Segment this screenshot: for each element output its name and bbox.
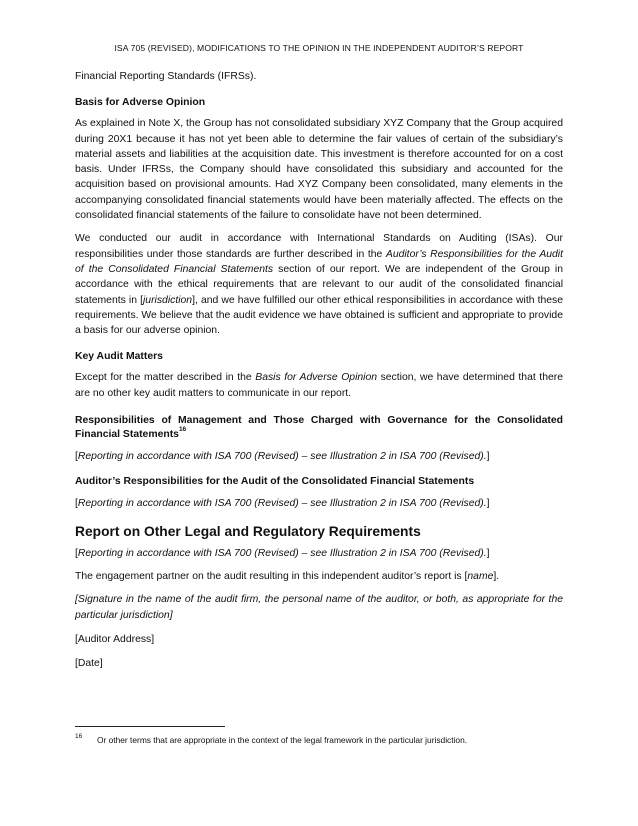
engagement-partner-line: The engagement partner on the audit resulting in this independent auditor’s report is [name].	[75, 570, 500, 582]
resp-auditor-text: [Reporting in accordance with ISA 700 (Revised) – see Illustration 2 in ISA 700 (Revised).]	[75, 498, 490, 510]
kam-heading: Key Audit Matters	[75, 351, 163, 363]
footnote-text: Or other terms that are appropriate in the context of the legal framework in the particular jurisdiction.	[97, 735, 468, 745]
resp-management-text: [Reporting in accordance with ISA 700 (Revised) – see Illustration 2 in ISA 700 (Revised).]	[75, 451, 490, 463]
signature-line: [Signature in the name of the audit firm, the personal name of the auditor, or both, as appropriate for the particular jurisdiction]	[75, 594, 563, 621]
auditor-address: [Auditor Address]	[75, 633, 155, 645]
section-heading: Report on Other Legal and Regulatory Requirements	[75, 523, 421, 539]
footnote-number: 16	[75, 733, 83, 740]
document-body	[75, 69, 563, 671]
kam-paragraph: Except for the matter described in the Basis for Adverse Opinion section, we have determined that there are no other key audit matters to communicate in our report.	[75, 372, 563, 399]
report-date: [Date]	[75, 658, 103, 670]
footnote-ref: 16	[178, 426, 187, 434]
running-header: ISA 705 (REVISED), MODIFICATIONS TO THE OPINION IN THE INDEPENDENT AUDITOR’S REPORT	[114, 43, 524, 53]
other-text: [Reporting in accordance with ISA 700 (Revised) – see Illustration 2 in ISA 700 (Revised).]	[75, 547, 490, 559]
intro-line: Financial Reporting Standards (IFRSs).	[75, 71, 257, 82]
basis-paragraph-2: We conducted our audit in accordance with International Standards on Auditing (ISAs). Our responsibilities under those standards are further described in the Auditor’s Responsibilities for the Audit of the Consolidated Financial Statements section of our report. We are independent of the Group in accordance with the ethical requirements that are relevant to our audit of the consolidated financial statements in [jurisdiction], and we have fulfilled our other ethical responsibilities in accordance with these requirements. We believe that the audit evidence we have obtained is sufficient and appropriate to provide a basis for our adverse opinion.	[75, 233, 564, 337]
footnote-divider	[75, 726, 225, 727]
basis-paragraph-1: As explained in Note X, the Group has not consolidated subsidiary XYZ Company that the Group acquired during 20X1 because it has not yet been able to determine the fair values of certain of the subsidiary’s material assets and liabilities at the acquisition date. This investment is therefore accounted for on a cost basis. Under IFRSs, the Company should have consolidated this subsidiary and accounted for the acquisition based on provisional amounts. Had XYZ Company been consolidated, many elements in the accompanying consolidated financial statements would have been materially affected. The effects on the consolidated financial statements of the failure to consolidate have not been determined.	[75, 118, 563, 222]
resp-auditor-heading: Auditor’s Responsibilities for the Audit of the Consolidated Financial Statements	[75, 476, 475, 488]
basis-heading: Basis for Adverse Opinion	[75, 97, 206, 109]
resp-management-heading: Responsibilities of Management and Those Charged with Governance for the Consolidated Financial Statements$^{16}$	[75, 415, 563, 441]
